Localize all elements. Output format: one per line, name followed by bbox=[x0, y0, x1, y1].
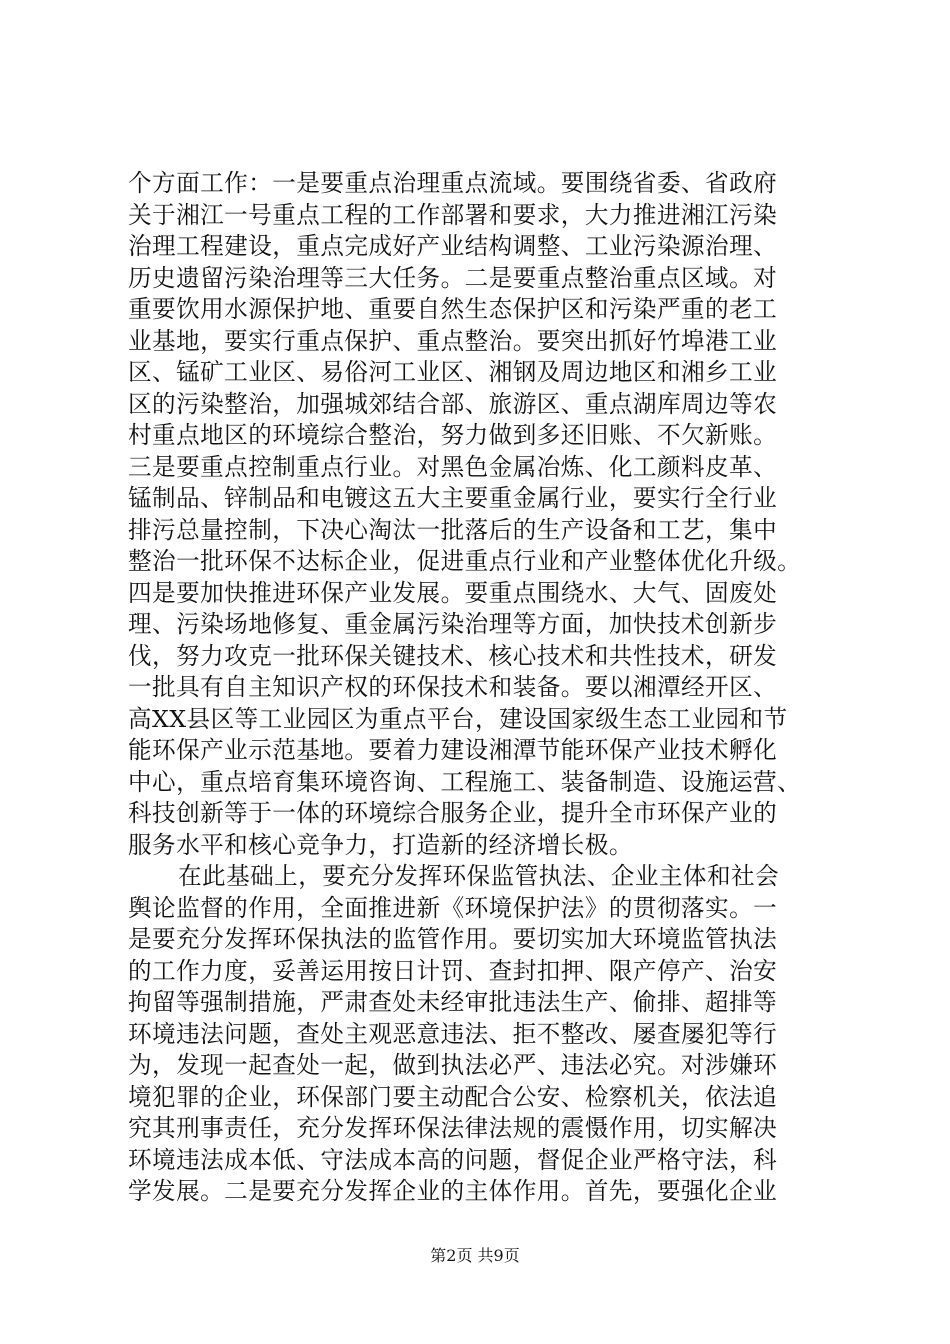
text-line: 锰制品、锌制品和电镀这五大主要重金属行业，要实行全行业 bbox=[128, 484, 778, 512]
text-line: 排污总量控制，下决心淘汰一批落后的生产设备和工艺，集中 bbox=[128, 515, 778, 544]
text-line: 关于湘江一号重点工程的工作部署和要求，大力推进湘江污染 bbox=[128, 200, 778, 229]
text-line: 高XX县区等工业园区为重点平台，建设国家级生态工业园和节 bbox=[128, 704, 788, 733]
text-line: 区的污染整治，加强城郊结合部、旅游区、重点湖库周边等农 bbox=[128, 389, 778, 418]
text-line: 治理工程建设，重点完成好产业结构调整、工业污染源治理、 bbox=[128, 232, 778, 260]
paragraph-start-line bbox=[128, 861, 840, 893]
text-line: 的工作力度，妥善运用按日计罚、查封扣押、限产停产、治安 bbox=[128, 956, 778, 985]
text-line: 三是要重点控制重点行业。对黑色金属冶炼、化工颜料皮革、 bbox=[128, 452, 778, 481]
text-line: 一批具有自主知识产权的环保技术和装备。要以湘潭经开区、 bbox=[128, 673, 778, 701]
text-line: 境犯罪的企业，环保部门要主动配合公安、检察机关，依法追 bbox=[128, 1082, 778, 1111]
text-line: 历史遗留污染治理等三大任务。二是要重点整治重点区域。对 bbox=[128, 263, 778, 292]
text-line: 区、锰矿工业区、易俗河工业区、湘钢及周边地区和湘乡工业 bbox=[128, 358, 778, 386]
text-line: 舆论监督的作用，全面推进新《环境保护法》的贯彻落实。一 bbox=[128, 893, 778, 922]
text-line: 究其刑事责任，充分发挥环保法律法规的震慑作用，切实解决 bbox=[128, 1114, 778, 1142]
text-line: 业基地，要实行重点保护、重点整治。要突出抓好竹埠港工业 bbox=[128, 326, 778, 355]
text-line: 中心，重点培育集环境咨询、工程施工、装备制造、设施运营、 bbox=[128, 767, 802, 796]
text-line: 科技创新等于一体的环境综合服务企业，提升全市环保产业的 bbox=[128, 799, 778, 827]
text-line: 在此基础上，要充分发挥环保监管执法、企业主体和社会 bbox=[178, 862, 780, 890]
text-line: 能环保产业示范基地。要着力建设湘潭节能环保产业技术孵化 bbox=[128, 736, 778, 764]
text-line: 学发展。二是要充分发挥企业的主体作用。首先，要强化企业 bbox=[128, 1177, 778, 1205]
text-line: 环境违法成本低、守法成本高的问题，督促企业严格守法，科 bbox=[128, 1145, 778, 1174]
text-line: 为，发现一起查处一起，做到执法必严、违法必究。对涉嫌环 bbox=[128, 1051, 778, 1079]
text-line: 伐，努力攻克一批环保关键技术、核心技术和共性技术，研发 bbox=[128, 641, 778, 670]
page-number-footer: 第2页 共9页 bbox=[430, 1246, 520, 1265]
text-line: 整治一批环保不达标企业，促进重点行业和产业整体优化升级。 bbox=[128, 547, 802, 575]
text-line: 村重点地区的环境综合整治，努力做到多还旧账、不欠新账。 bbox=[128, 421, 778, 449]
text-line: 理、污染场地修复、重金属污染治理等方面，加快技术创新步 bbox=[128, 610, 778, 638]
text-line: 拘留等强制措施，严肃查处未经审批违法生产、偷排、超排等 bbox=[128, 988, 778, 1016]
text-line: 服务水平和核心竞争力，打造新的经济增长极。 bbox=[128, 830, 633, 859]
text-line: 是要充分发挥环保执法的监管作用。要切实加大环境监管执法 bbox=[128, 925, 778, 953]
body-text bbox=[128, 168, 840, 1208]
text-line: 重要饮用水源保护地、重要自然生态保护区和污染严重的老工 bbox=[128, 295, 778, 323]
text-line: 四是要加快推进环保产业发展。要重点围绕水、大气、固废处 bbox=[128, 578, 778, 607]
text-line: 个方面工作：一是要重点治理重点流域。要围绕省委、省政府 bbox=[128, 169, 778, 197]
text-line: 环境违法问题，查处主观恶意违法、拒不整改、屡查屡犯等行 bbox=[128, 1019, 778, 1048]
